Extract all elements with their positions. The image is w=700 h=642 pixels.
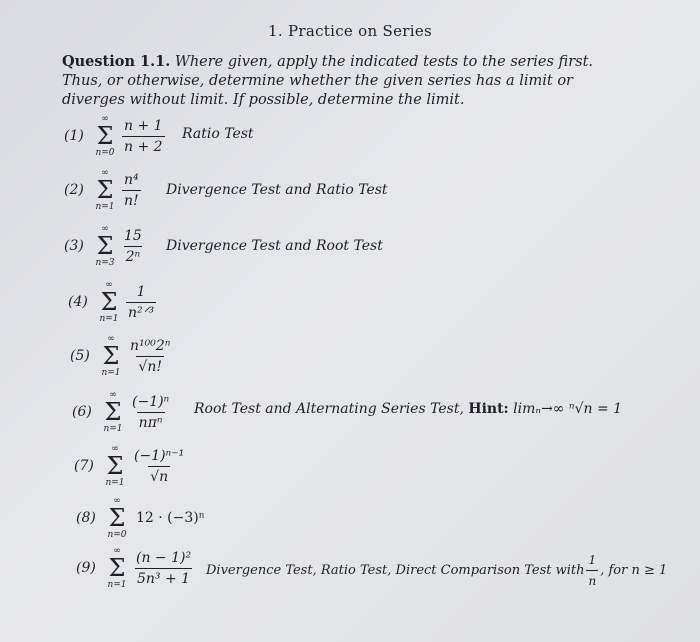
series-item-3: [64, 224, 144, 268]
section-title: 1. Practice on Series: [267, 22, 432, 40]
series-item-9: [76, 546, 193, 590]
series-term: 12 · (−3)ⁿ: [136, 510, 205, 526]
question-block: [62, 52, 622, 110]
series-term: $\frac{\text{(−1)ⁿ}}{\text{nπⁿ}}$: [132, 393, 170, 431]
item-number: (9): [76, 560, 96, 576]
sigma-symbol: ∞ Σ n=1: [107, 546, 127, 590]
sigma-symbol: ∞ Σ n=3: [95, 224, 115, 268]
suggested-test: Divergence Test, Ratio Test, Direct Comparison Test with $\frac{1}{n}$ , for n ≥ 1: [206, 553, 668, 588]
series-item-4: [68, 280, 156, 324]
sigma-symbol: ∞ Σ n=1: [105, 444, 125, 488]
suggested-test: Root Test and Alternating Series Test, Hint: limₙ→∞ ⁿ√n = 1: [194, 401, 623, 417]
series-item-5: [70, 334, 172, 378]
question-label: Question 1.1.: [62, 53, 171, 70]
comparison-fraction: $\frac{1}{n}$: [588, 553, 597, 588]
series-term: $\frac{\text{n⁴}}{n!}$: [124, 171, 139, 209]
item-number: (6): [72, 404, 92, 420]
sigma-symbol: ∞ Σ n=0: [95, 114, 115, 158]
item-number: (4): [68, 294, 88, 310]
hint-label: Hint:: [468, 401, 509, 417]
suggested-test: Divergence Test and Ratio Test: [166, 182, 388, 198]
sigma-symbol: ∞ Σ n=1: [95, 168, 115, 212]
series-item-6: [72, 390, 171, 434]
series-item-1: [64, 114, 165, 158]
question-text: Where given, apply the indicated tests to the series first. Thus, or otherwise, determine whether the given series has a limit or diverges without limit. If possible, determine the limit.: [62, 54, 594, 108]
item-number: (1): [64, 128, 84, 144]
series-item-7: [74, 444, 186, 488]
series-item-8: [76, 496, 205, 540]
series-term: $\frac{\text{n¹⁰⁰2ⁿ}}{√n!}$: [130, 337, 171, 375]
series-term: $\frac{1}{\text{n²ᐟ³}}$: [128, 283, 155, 321]
sigma-symbol: ∞ Σ n=1: [101, 334, 121, 378]
sigma-symbol: ∞ Σ n=1: [103, 390, 123, 434]
item-number: (3): [64, 238, 84, 254]
series-term: $\frac{n + 1}{n + 2}$: [124, 117, 163, 155]
item-number: (7): [74, 458, 94, 474]
suggested-test: Divergence Test and Root Test: [166, 238, 383, 254]
series-term: $\frac{15}{\text{2ⁿ}}$: [124, 227, 142, 265]
sigma-symbol: ∞ Σ n=0: [107, 496, 127, 540]
series-item-2: [64, 168, 141, 212]
hint-formula: limₙ→∞ ⁿ√n = 1: [513, 401, 623, 417]
series-term: $\frac{\text{(−1)ⁿ⁻¹}}{√n}$: [134, 447, 185, 485]
item-number: (2): [64, 182, 84, 198]
item-number: (5): [70, 348, 90, 364]
sigma-symbol: ∞ Σ n=1: [99, 280, 119, 324]
series-term: $\frac{\text{(n − 1)²}}{\text{5n³ + 1}}$: [136, 549, 192, 587]
suggested-test: Ratio Test: [182, 126, 254, 142]
item-number: (8): [76, 510, 96, 526]
